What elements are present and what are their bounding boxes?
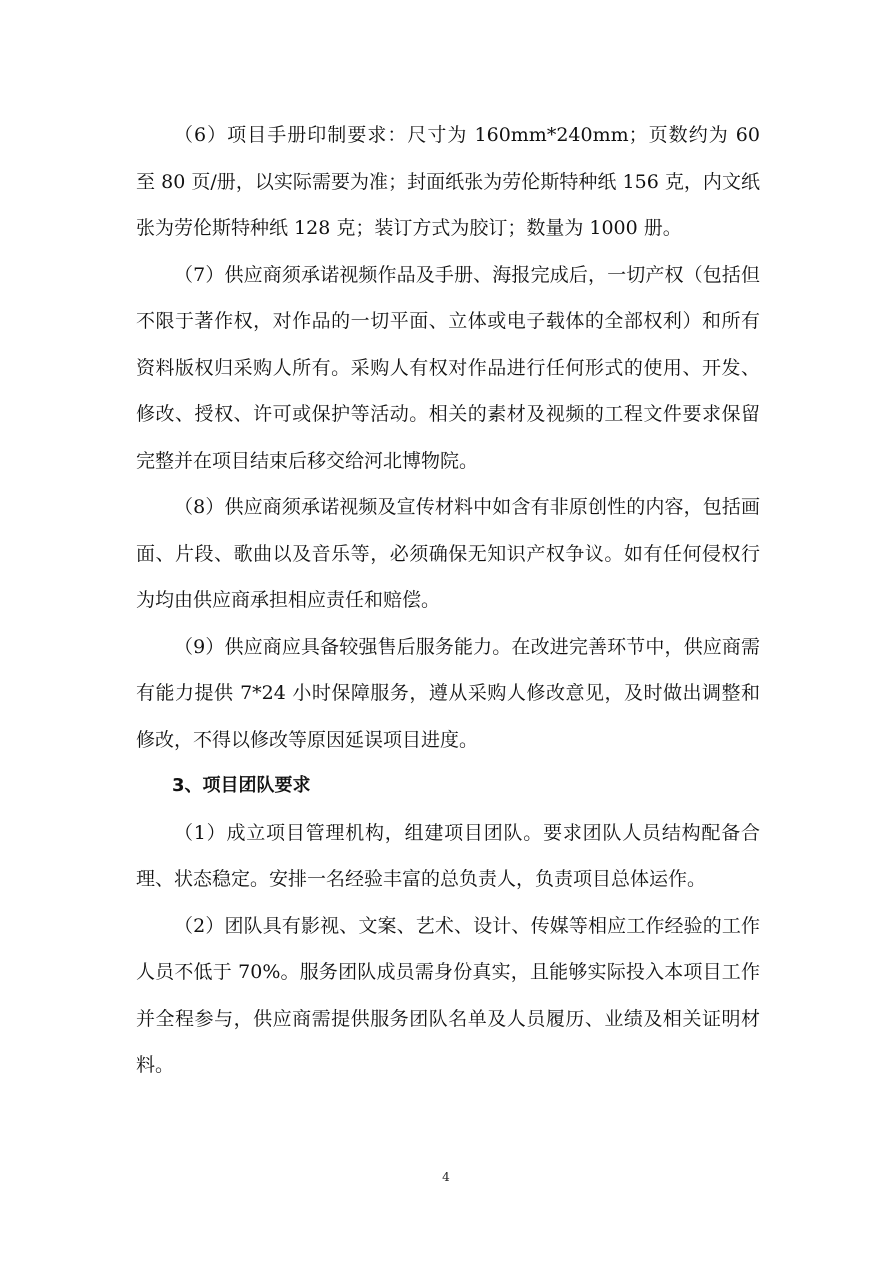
page-body: [136, 112, 760, 1089]
paragraph-9-after-sales: （9）供应商应具备较强售后服务能力。在改进完善环节中，供应商需有能力提供 7*24 小时保障服务，遵从采购人修改意见，及时做出调整和修改，不得以修改等原因延误项目进度。: [136, 635, 760, 751]
team-paragraph-1: （1）成立项目管理机构，组建项目团队。要求团队人员结构配备合理、状态稳定。安排一名经验丰富的总负责人，负责项目总体运作。: [136, 821, 760, 890]
page-number: 4: [442, 1170, 450, 1184]
paragraph-7-copyright: （7）供应商须承诺视频作品及手册、海报完成后，一切产权（包括但不限于著作权，对作品的一切平面、立体或电子载体的全部权利）和所有资料版权归采购人所有。采购人有权对作品进行任何形式的使用、开发、修改、授权、许可或保护等活动。相关的素材及视频的工程文件要求保留完整并在项目结束后移交给河北博物院。: [136, 263, 760, 472]
paragraph-6-booklet-printing: （6）项目手册印制要求：尺寸为 160mm*240mm；页数约为 60 至 80 页/册，以实际需要为准；封面纸张为劳伦斯特种纸 156 克，内文纸张为劳伦斯特种纸 128 克；装订方式为胶订；数量为 1000 册。: [136, 124, 760, 239]
section-heading-team: 3、项目团队要求: [172, 775, 311, 796]
team-paragraph-2: （2）团队具有影视、文案、艺术、设计、传媒等相应工作经验的工作人员不低于 70%。服务团队成员需身份真实，且能够实际投入本项目工作并全程参与，供应商需提供服务团队名单及人员履历、业绩及相关证明材料。: [136, 914, 760, 1076]
paragraph-8-ip-dispute: （8）供应商须承诺视频及宣传材料中如含有非原创性的内容，包括画面、片段、歌曲以及音乐等，必须确保无知识产权争议。如有任何侵权行为均由供应商承担相应责任和赔偿。: [136, 496, 760, 611]
